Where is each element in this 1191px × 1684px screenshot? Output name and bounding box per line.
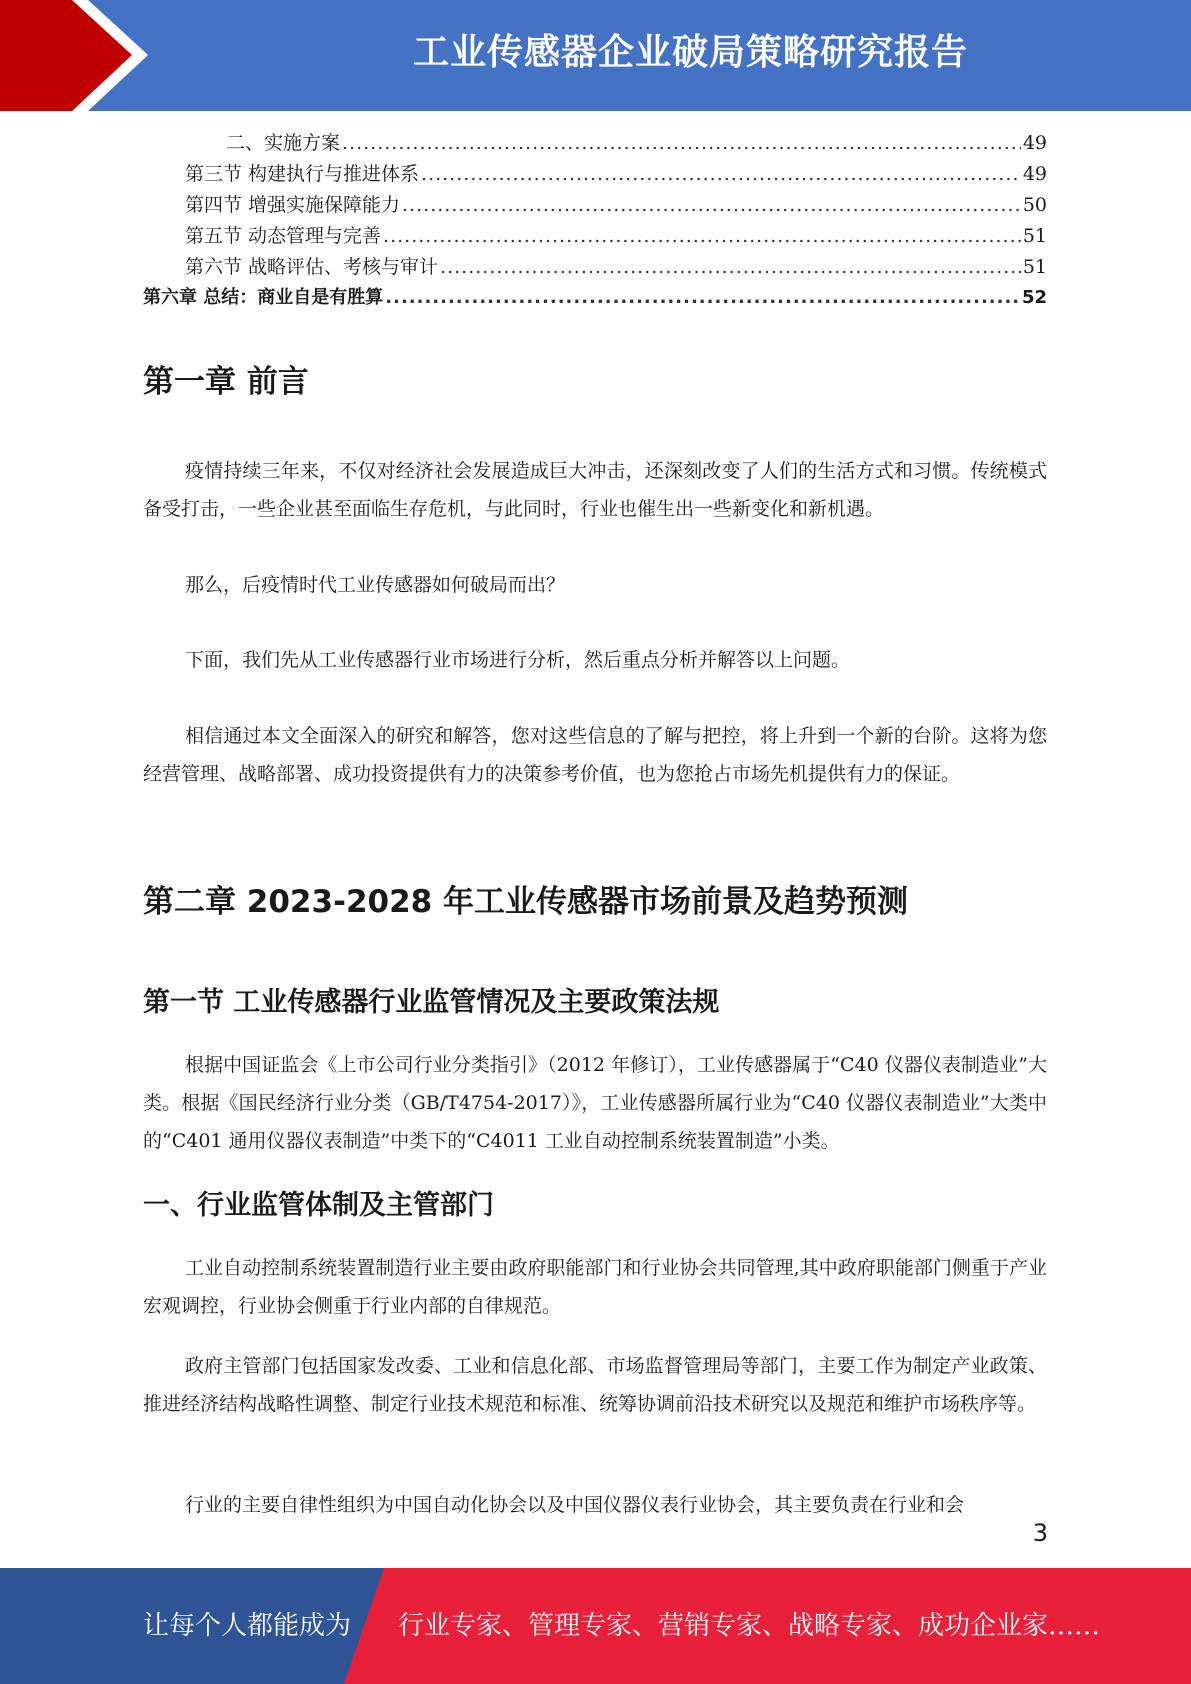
toc-entry[interactable] <box>143 128 1047 159</box>
chapter-1-heading: 第一章 前言 <box>143 364 309 400</box>
toc-entry-page: 52 <box>1021 287 1047 308</box>
subsection-1-heading: 一、行业监管体制及主管部门 <box>143 1190 494 1221</box>
chapter-2-heading: 第二章 2023-2028 年工业传感器市场前景及趋势预测 <box>143 884 909 920</box>
toc-entry[interactable] <box>143 252 1047 283</box>
toc-leader-dots <box>383 225 1021 247</box>
table-of-contents <box>143 128 1047 314</box>
toc-entry[interactable] <box>143 283 1047 314</box>
toc-entry-page: 51 <box>1022 225 1047 247</box>
paragraph: 相信通过本文全面深入的研究和解答，您对这些信息的了解与把控，将上升到一个新的台阶。这将为您经营管理、战略部署、成功投资提供有力的决策参考价值，也为您抢占市场先机提供有力的保证。 <box>143 725 1047 785</box>
page-number: 3 <box>1032 1519 1048 1547</box>
paragraph: 下面，我们先从工业传感器行业市场进行分析，然后重点分析并解答以上问题。 <box>185 649 851 671</box>
toc-entry-page: 51 <box>1022 256 1047 278</box>
toc-entry-label: 第六节 战略评估、考核与审计 <box>185 256 439 278</box>
toc-entry-label: 第六章 总结：商业自是有胜算 <box>143 287 384 308</box>
toc-entry-label: 第五节 动态管理与完善 <box>185 225 382 247</box>
paragraph: 政府主管部门包括国家发改委、工业和信息化部、市场监督管理局等部门，主要工作为制定产业政策、推进经济结构战略性调整、制定行业技术规范和标准、统筹协调前沿技术研究以及规范和维护市场秩序等。 <box>143 1355 1047 1415</box>
header-banner <box>0 0 1191 111</box>
toc-entry[interactable] <box>143 221 1047 252</box>
paragraph: 疫情持续三年来，不仅对经济社会发展造成巨大冲击，还深刻改变了人们的生活方式和习惯。传统模式备受打击，一些企业甚至面临生存危机，与此同时，行业也催生出一些新变化和新机遇。 <box>143 460 1047 520</box>
toc-leader-dots <box>402 194 1021 216</box>
toc-entry-page: 49 <box>1022 132 1047 154</box>
footer-banner <box>0 1568 1191 1684</box>
paragraph: 根据中国证监会《上市公司行业分类指引》（2012 年修订），工业传感器属于“C40 仪器仪表制造业”大类。根据《国民经济行业分类（GB/T4754-2017）》，工业传感器所属行业为“C40 仪器仪表制造业”大类中的“C401 通用仪器仪表制造”中类下的“C4011 工业自动控制系统装置制造”小类。 <box>143 1054 1047 1152</box>
section-1-heading: 第一节 工业传感器行业监管情况及主要政策法规 <box>143 987 720 1018</box>
toc-leader-dots <box>342 132 1021 154</box>
report-title: 工业传感器企业破局策略研究报告 <box>412 32 968 73</box>
toc-entry-label: 第四节 增强实施保障能力 <box>185 194 401 216</box>
toc-entry-page: 49 <box>1022 163 1047 185</box>
toc-entry-page: 50 <box>1022 194 1047 216</box>
toc-leader-dots <box>385 287 1020 308</box>
paragraph: 行业的主要自律性组织为中国自动化协会以及中国仪器仪表行业协会，其主要负责在行业和会 <box>185 1494 965 1516</box>
red-chevron-decoration <box>0 0 160 111</box>
toc-leader-dots <box>421 163 1021 185</box>
footer-slogan-left: 让每个人都能成为 <box>143 1611 352 1641</box>
footer-slogan-right: 行业专家、管理专家、营销专家、战略专家、成功企业家…… <box>398 1611 1101 1641</box>
toc-leader-dots <box>440 256 1021 278</box>
paragraph: 那么，后疫情时代工业传感器如何破局而出？ <box>185 574 566 596</box>
paragraph: 工业自动控制系统装置制造行业主要由政府职能部门和行业协会共同管理,其中政府职能部门侧重于产业宏观调控，行业协会侧重于行业内部的自律规范。 <box>143 1257 1047 1317</box>
toc-entry[interactable] <box>143 190 1047 221</box>
toc-entry[interactable] <box>143 159 1047 190</box>
toc-entry-label: 第三节 构建执行与推进体系 <box>185 163 420 185</box>
toc-entry-label: 二、实施方案 <box>226 132 341 154</box>
